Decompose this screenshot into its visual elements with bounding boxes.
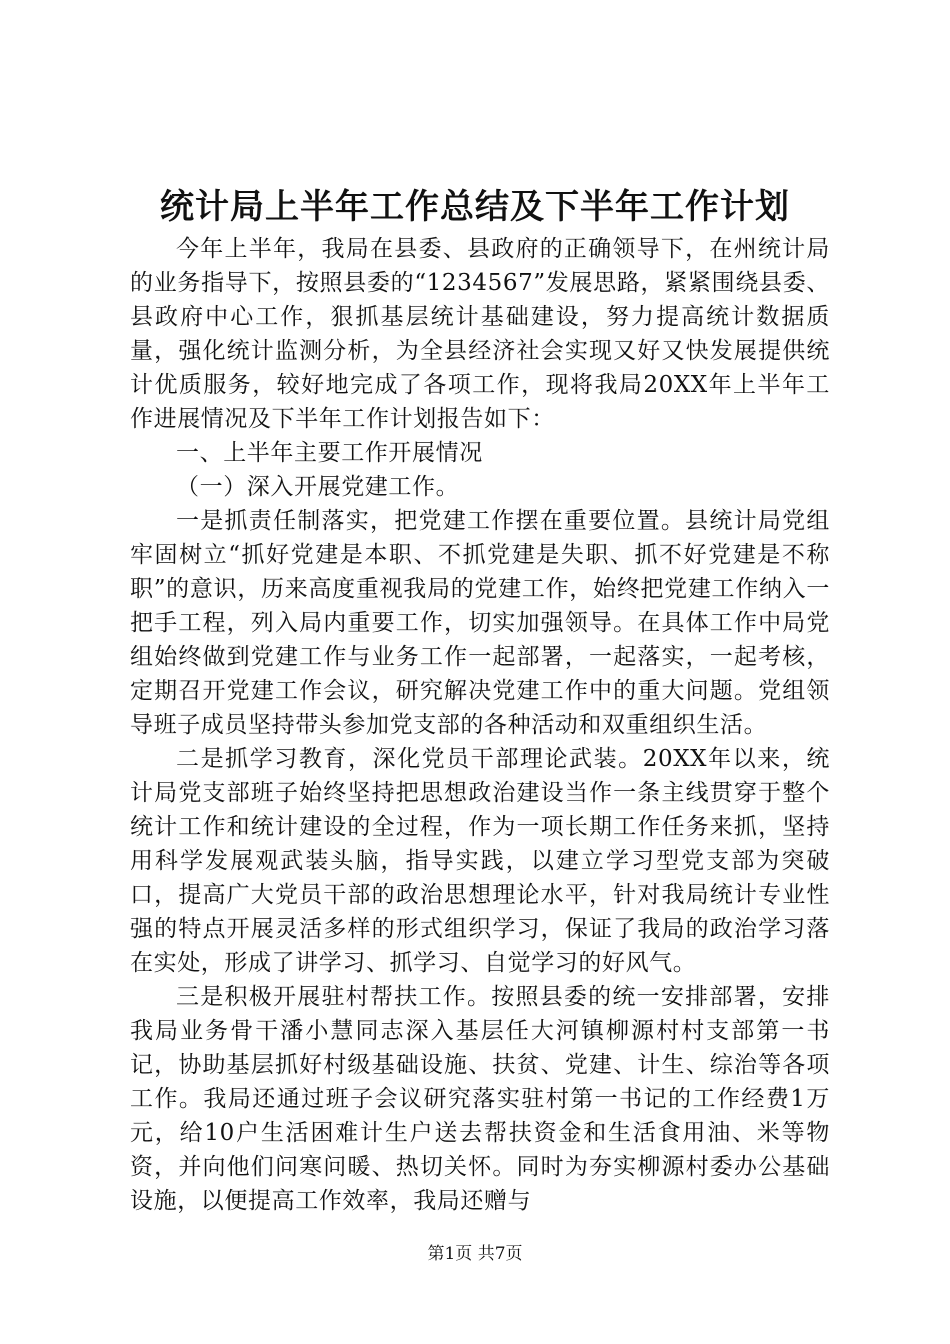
body-paragraph: 二是抓学习教育，深化党员干部理论武装。20XX年以来，统计局党支部班子始终坚持把思想政治建设当作一条主线贯穿于整个统计工作和统计建设的全过程，作为一项长期工作任务来抓，坚持用科学发展观武装头脑，指导实践，以建立学习型党支部为突破口，提高广大党员干部的政治思想理论水平，针对我局统计专业性强的特点开展灵活多样的形式组织学习，保证了我局的政治学习落在实处，形成了讲学习、抓学习、自觉学习的好风气。 <box>130 746 830 976</box>
intro-paragraph: 今年上半年，我局在县委、县政府的正确领导下，在州统计局的业务指导下，按照县委的“1234567”发展思路，紧紧围绕县委、县政府中心工作，狠抓基层统计基础建设，努力提高统计数据质量，强化统计监测分析，为全县经济社会实现又好又快发展提供统计优质服务，较好地完成了各项工作，现将我局20XX年上半年工作进展情况及下半年工作计划报告如下： <box>130 236 830 432</box>
body-paragraph: 三是积极开展驻村帮扶工作。按照县委的统一安排部署，安排我局业务骨干潘小慧同志深入基层任大河镇柳源村村支部第一书记，协助基层抓好村级基础设施、扶贫、党建、计生、综治等各项工作。我局还通过班子会议研究落实驻村第一书记的工作经费1万元，给10户生活困难计生户送去帮扶资金和生活食用油、米等物资，并向他们问寒问暖、热切关怀。同时为夯实柳源村委办公基础设施，以便提高工作效率，我局还赠与 <box>130 984 830 1214</box>
subsection-heading: （一）深入开展党建工作。 <box>176 474 460 500</box>
page-number-footer: 第1页 共7页 <box>427 1244 523 1264</box>
document-title: 统计局上半年工作总结及下半年工作计划 <box>160 187 790 227</box>
body-paragraph: 一是抓责任制落实，把党建工作摆在重要位置。县统计局党组牢固树立“抓好党建是本职、不抓党建是失职、抓不好党建是不称职”的意识，历来高度重视我局的党建工作，始终把党建工作纳入一把手工程，列入局内重要工作，切实加强领导。在具体工作中局党组始终做到党建工作与业务工作一起部署，一起落实，一起考核，定期召开党建工作会议，研究解决党建工作中的重大问题。党组领导班子成员坚持带头参加党支部的各种活动和双重组织生活。 <box>130 508 830 738</box>
document-body <box>130 232 830 1218</box>
section-heading: 一、上半年主要工作开展情况 <box>176 440 483 466</box>
